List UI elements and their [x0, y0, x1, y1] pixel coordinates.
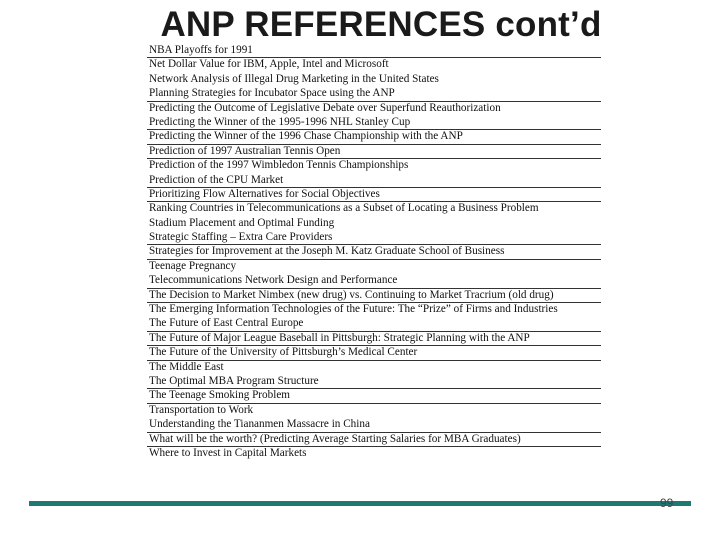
reference-item: Strategies for Improvement at the Joseph M. Katz Graduate School of Business [147, 245, 601, 259]
reference-item: Strategic Staffing – Extra Care Providers [147, 231, 601, 245]
reference-item: Predicting the Outcome of Legislative Debate over Superfund Reauthorization [149, 101, 501, 114]
reference-item: Predicting the Winner of the 1996 Chase Championship with the ANP [147, 130, 601, 144]
reference-item: Predicting the Winner of the 1995-1996 NHL Stanley Cup [147, 116, 601, 130]
reference-item: Prioritizing Flow Alternatives for Social Objectives [147, 188, 601, 202]
reference-item: The Future of the University of Pittsburgh’s Medical Center [147, 346, 601, 360]
reference-item: Understanding the Tiananmen Massacre in China [147, 418, 601, 432]
footer-divider [29, 501, 691, 506]
reference-item: The Future of East Central Europe [147, 317, 601, 331]
reference-item: Where to Invest in Capital Markets [149, 446, 307, 459]
reference-list [147, 44, 601, 461]
reference-item: Ranking Countries in Telecommunications as a Subset of Locating a Business Problem [149, 202, 539, 215]
reference-item: The Future of Major League Baseball in Pittsburgh: Strategic Planning with the ANP [147, 332, 601, 346]
reference-item: The Decision to Market Nimbex (new drug) vs. Continuing to Market Tracrium (old drug) [147, 289, 601, 303]
reference-item: Stadium Placement and Optimal Funding [149, 216, 335, 229]
page-number: 99 [660, 496, 674, 510]
reference-item: What will be the worth? (Predicting Average Starting Salaries for MBA Graduates) [147, 433, 601, 447]
reference-item: Prediction of 1997 Australian Tennis Open [147, 145, 601, 159]
reference-item: Transportation to Work [149, 403, 254, 416]
reference-item: Prediction of the 1997 Wimbledon Tennis Championships [149, 159, 409, 172]
reference-item: The Teenage Smoking Problem [147, 389, 601, 403]
reference-item: Network Analysis of Illegal Drug Marketing in the United States [149, 72, 439, 85]
reference-item: Teenage Pregnancy [149, 259, 237, 272]
reference-item: Telecommunications Network Design and Performance [147, 274, 601, 288]
reference-item: Planning Strategies for Incubator Space using the ANP [147, 87, 601, 101]
reference-item: Prediction of the CPU Market [147, 174, 601, 188]
slide-title: ANP REFERENCES cont’d [160, 5, 602, 44]
reference-item: The Optimal MBA Program Structure [147, 375, 601, 389]
reference-item: The Emerging Information Technologies of the Future: The “Prize” of Firms and Industries [149, 303, 558, 316]
reference-item: NBA Playoffs for 1991 [147, 44, 601, 58]
reference-item: Net Dollar Value for IBM, Apple, Intel and Microsoft [149, 58, 389, 71]
reference-item: The Middle East [149, 360, 224, 373]
